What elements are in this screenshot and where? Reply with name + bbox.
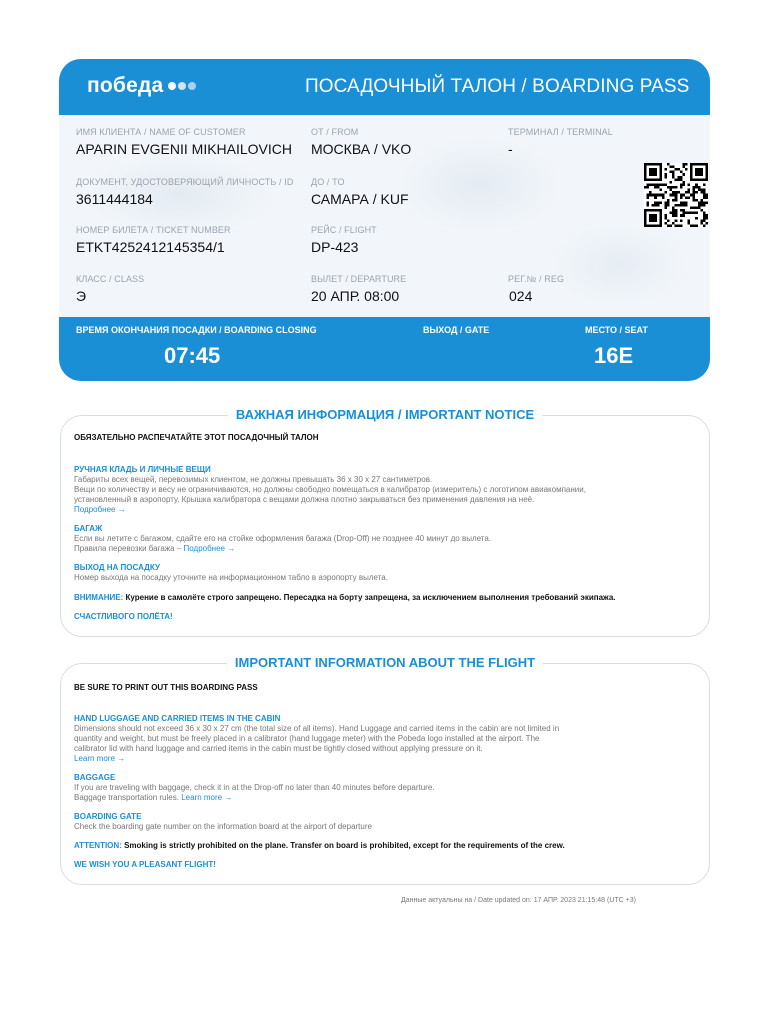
field-label: ДО / TO	[311, 177, 345, 187]
qr-module	[672, 207, 675, 210]
field-class	[76, 274, 144, 304]
qr-module	[698, 204, 701, 207]
qr-module	[698, 186, 701, 189]
qr-module	[675, 186, 678, 189]
baggage-title: BAGGAGE	[74, 773, 116, 782]
brand-logo	[87, 74, 196, 98]
qr-module	[667, 224, 670, 227]
qr-module	[672, 166, 675, 169]
qr-module	[675, 194, 678, 197]
qr-module	[695, 212, 698, 215]
attention-text: Курение в самолёте строго запрещено. Пересадка на борту запрещена, за исключением выполнения требований экипажа.	[123, 593, 616, 602]
qr-module	[664, 183, 667, 186]
field-label: КЛАСС / CLASS	[76, 274, 145, 284]
qr-module	[675, 204, 678, 207]
qr-module	[693, 196, 696, 199]
qr-module	[664, 214, 667, 217]
qr-module	[672, 209, 675, 212]
qr-module	[647, 204, 650, 207]
qr-module	[657, 201, 660, 204]
qr-module	[685, 212, 688, 215]
qr-module	[693, 212, 696, 215]
qr-module	[703, 212, 706, 215]
seat-value: 16E	[594, 343, 634, 368]
attention-key: ATTENTION:	[74, 841, 122, 850]
qr-module	[672, 176, 675, 179]
qr-module	[680, 194, 683, 197]
qr-module	[664, 222, 667, 225]
qr-module	[677, 204, 680, 207]
notice-ru	[60, 407, 710, 637]
notice-en	[60, 655, 710, 885]
qr-module	[705, 217, 708, 220]
notice-ru-title	[61, 406, 709, 424]
qr-module	[705, 222, 708, 225]
qr-module	[680, 171, 683, 174]
qr-code-icon	[644, 163, 708, 227]
qr-module	[693, 194, 696, 197]
qr-module	[685, 196, 688, 199]
field-label: ВЫЛЕТ / DEPARTURE	[311, 274, 407, 284]
qr-module	[657, 204, 660, 207]
qr-module	[693, 189, 696, 192]
pleasant-flight-wish: WE WISH YOU A PLEASANT FLIGHT!	[74, 860, 216, 869]
qr-module	[682, 214, 685, 217]
qr-module	[695, 224, 698, 227]
hand-luggage-line: Dimensions should not exceed 36 x 30 x 27 cm (the total size of all items). Hand Luggage and carried items in the cabin are not limited in	[74, 724, 560, 733]
qr-module	[703, 224, 706, 227]
brand-name: победа	[87, 74, 164, 97]
boarding-gate-title: BOARDING GATE	[74, 812, 142, 821]
qr-module	[680, 214, 683, 217]
pass-header	[59, 59, 710, 115]
qr-module	[695, 207, 698, 210]
attention-notice	[74, 593, 615, 602]
baggage-line	[74, 544, 694, 554]
field-from	[311, 127, 411, 157]
print-reminder: ОБЯЗАТЕЛЬНО РАСПЕЧАТАЙТЕ ЭТОТ ПОСАДОЧНЫЙ ТАЛОН	[74, 433, 319, 442]
qr-module	[680, 186, 683, 189]
qr-module	[693, 191, 696, 194]
qr-module	[664, 168, 667, 171]
qr-module	[680, 178, 683, 181]
qr-module	[680, 183, 683, 186]
qr-module	[675, 214, 678, 217]
field-ticket	[76, 225, 231, 255]
qr-module	[693, 224, 696, 227]
notice-en-title	[61, 654, 709, 672]
hand-luggage-line: quantity and weight, but must be freely placed in a calibrator (hand luggage meter) with the Pobeda logo installed at the airport. The	[74, 734, 540, 743]
qr-module	[672, 186, 675, 189]
qr-module	[659, 201, 662, 204]
qr-module	[654, 186, 657, 189]
qr-module	[664, 201, 667, 204]
field-label: НОМЕР БИЛЕТА / TICKET NUMBER	[76, 225, 231, 235]
qr-module	[670, 212, 673, 215]
qr-module	[705, 214, 708, 217]
qr-module	[675, 178, 678, 181]
qr-module	[682, 201, 685, 204]
qr-module	[667, 163, 670, 166]
qr-module	[677, 191, 680, 194]
qr-module	[703, 204, 706, 207]
baggage-more-link[interactable]: Learn more →	[181, 793, 233, 802]
qr-module	[680, 196, 683, 199]
notice-title-text: IMPORTANT INFORMATION ABOUT THE FLIGHT	[227, 655, 543, 670]
hand-luggage-more-link[interactable]: Подробнее →	[74, 505, 126, 514]
pass-body	[59, 115, 710, 317]
qr-module	[659, 183, 662, 186]
field-name	[76, 127, 292, 157]
qr-module	[688, 196, 691, 199]
qr-module	[649, 191, 652, 194]
qr-module	[667, 204, 670, 207]
qr-module	[670, 181, 673, 184]
qr-module	[680, 204, 683, 207]
qr-module	[667, 186, 670, 189]
qr-module	[682, 194, 685, 197]
qr-module	[688, 191, 691, 194]
qr-module	[688, 189, 691, 192]
field-reg	[508, 274, 564, 304]
qr-module	[664, 191, 667, 194]
brand-dot	[188, 82, 196, 90]
boarding-gate-text: Номер выхода на посадку уточните на информационном табло в аэропорту вылета.	[74, 573, 388, 582]
qr-module	[647, 183, 650, 186]
print-reminder: BE SURE TO PRINT OUT THIS BOARDING PASS	[74, 683, 258, 692]
qr-module	[672, 191, 675, 194]
qr-module	[682, 166, 685, 169]
field-value: 20 АПР. 08:00	[311, 288, 400, 304]
qr-module	[672, 194, 675, 197]
qr-module	[695, 191, 698, 194]
boarding-closing-label: ВРЕМЯ ОКОНЧАНИЯ ПОСАДКИ / BOARDING CLOSING	[76, 325, 317, 335]
brand-dot	[178, 82, 186, 90]
qr-module	[677, 178, 680, 181]
qr-module	[680, 219, 683, 222]
qr-module	[654, 201, 657, 204]
qr-module	[685, 204, 688, 207]
qr-module	[700, 219, 703, 222]
field-label: ДОКУМЕНТ, УДОСТОВЕРЯЮЩИЙ ЛИЧНОСТЬ / ID	[76, 177, 294, 187]
qr-module	[703, 183, 706, 186]
qr-module	[662, 183, 665, 186]
field-document	[76, 177, 293, 207]
qr-module	[667, 199, 670, 202]
qr-module	[675, 209, 678, 212]
field-value: -	[508, 141, 513, 157]
qr-module	[652, 194, 655, 197]
qr-module	[682, 173, 685, 176]
qr-module	[675, 168, 678, 171]
qr-module	[654, 183, 657, 186]
field-value: 024	[509, 288, 533, 304]
qr-module	[664, 176, 667, 179]
qr-module	[688, 222, 691, 225]
qr-module	[690, 194, 693, 197]
qr-module	[682, 212, 685, 215]
field-value: Э	[76, 288, 87, 304]
boarding-pass	[59, 59, 710, 381]
qr-module	[672, 222, 675, 225]
notice-title-text: ВАЖНАЯ ИНФОРМАЦИЯ / IMPORTANT NOTICE	[228, 407, 542, 422]
qr-module	[685, 163, 688, 166]
qr-module	[690, 212, 693, 215]
qr-module	[703, 214, 706, 217]
qr-module	[662, 194, 665, 197]
attention-notice	[74, 841, 565, 850]
qr-module	[682, 183, 685, 186]
qr-module	[703, 189, 706, 192]
qr-module	[695, 199, 698, 202]
qr-module	[675, 191, 678, 194]
qr-module	[652, 183, 655, 186]
qr-module	[667, 219, 670, 222]
qr-module	[664, 207, 667, 210]
qr-module	[654, 204, 657, 207]
qr-module	[672, 214, 675, 217]
attention-text: Smoking is strictly prohibited on the plane. Transfer on board is prohibited, except for the requirements of the crew.	[121, 841, 565, 850]
qr-module	[685, 201, 688, 204]
qr-module	[664, 217, 667, 220]
qr-module	[705, 196, 708, 199]
qr-module	[667, 201, 670, 204]
qr-module	[703, 201, 706, 204]
qr-module	[703, 194, 706, 197]
baggage-more-link[interactable]: Подробнее →	[183, 544, 236, 553]
qr-module	[682, 204, 685, 207]
date-updated: Данные актуальны на / Date updated on: 17 АПР. 2023 21:15:48 (UTC +3)	[401, 897, 636, 904]
qr-module	[700, 199, 703, 202]
qr-module	[680, 209, 683, 212]
qr-module	[657, 194, 660, 197]
field-label: ОТ / FROM	[311, 127, 359, 137]
gate-label: ВЫХОД / GATE	[423, 325, 490, 335]
qr-module	[688, 219, 691, 222]
qr-module	[670, 194, 673, 197]
qr-module	[672, 173, 675, 176]
hand-luggage-title: HAND LUGGAGE AND CARRIED ITEMS IN THE CABIN	[74, 714, 281, 723]
attention-key: ВНИМАНИЕ:	[74, 593, 124, 602]
qr-module	[690, 207, 693, 210]
baggage-rules-text: Baggage transportation rules.	[74, 793, 182, 802]
qr-module	[649, 168, 657, 176]
qr-module	[680, 201, 683, 204]
pass-footer	[59, 317, 710, 381]
qr-module	[703, 191, 706, 194]
qr-module	[647, 194, 650, 197]
qr-module	[682, 209, 685, 212]
qr-module	[675, 219, 678, 222]
hand-luggage-line: Габариты всех вещей, перевозимых клиентом, не должны превышать 36 х 30 х 27 сантиметров.	[74, 475, 433, 484]
qr-module	[672, 212, 675, 215]
qr-module	[695, 183, 698, 186]
hand-luggage-line: Вещи по количеству и весу не ограничиваются, но должны свободно помещаться в калибратор (измеритель) с логотипом авиакомпании,	[74, 485, 586, 494]
hand-luggage-more-link[interactable]: Learn more →	[74, 754, 126, 763]
qr-module	[682, 181, 685, 184]
qr-module	[705, 201, 708, 204]
qr-module	[670, 166, 673, 169]
qr-module	[657, 183, 660, 186]
baggage-title: БАГАЖ	[74, 524, 103, 533]
qr-module	[700, 191, 703, 194]
brand-dots-icon	[166, 82, 196, 90]
qr-module	[698, 201, 701, 204]
pass-title: ПОСАДОЧНЫЙ ТАЛОН / BOARDING PASS	[305, 76, 690, 97]
qr-module	[677, 176, 680, 179]
qr-module	[700, 201, 703, 204]
qr-module	[700, 222, 703, 225]
field-label: ИМЯ КЛИЕНТА / NAME OF CUSTOMER	[76, 127, 246, 137]
qr-module	[703, 196, 706, 199]
qr-module	[677, 168, 680, 171]
field-departure	[311, 274, 406, 304]
field-value: МОСКВА / VKO	[311, 141, 412, 157]
hand-luggage-title: РУЧНАЯ КЛАДЬ И ЛИЧНЫЕ ВЕЩИ	[74, 465, 211, 474]
boarding-closing-time: 07:45	[164, 343, 221, 368]
qr-module	[688, 183, 691, 186]
field-value: DP-423	[311, 239, 359, 255]
qr-module	[677, 224, 680, 227]
qr-module	[703, 217, 706, 220]
seat-label: МЕСТО / SEAT	[585, 325, 648, 335]
qr-code-graphic	[644, 163, 708, 227]
qr-module	[700, 209, 703, 212]
pleasant-flight-wish: СЧАСТЛИВОГО ПОЛЁТА!	[74, 612, 173, 621]
qr-module	[672, 171, 675, 174]
qr-module	[664, 204, 667, 207]
field-value: САМАРА / KUF	[311, 191, 409, 207]
qr-module	[695, 217, 698, 220]
qr-module	[644, 186, 647, 189]
qr-module	[672, 199, 675, 202]
qr-module	[690, 224, 693, 227]
qr-module	[695, 186, 698, 189]
qr-module	[664, 173, 667, 176]
qr-module	[703, 219, 706, 222]
qr-module	[705, 194, 708, 197]
field-label: РЕЙС / FLIGHT	[311, 225, 377, 235]
qr-module	[695, 168, 703, 176]
field-value: ETKT4252412145354/1	[76, 239, 225, 255]
qr-module	[659, 194, 662, 197]
qr-module	[647, 196, 650, 199]
qr-module	[670, 189, 673, 192]
qr-module	[693, 199, 696, 202]
qr-module	[670, 186, 673, 189]
qr-module	[680, 224, 683, 227]
qr-module	[659, 189, 662, 192]
qr-module	[654, 196, 657, 199]
field-label: ТЕРМИНАЛ / TERMINAL	[508, 127, 613, 137]
field-value: APARIN EVGENII MIKHAILOVICH	[76, 141, 293, 157]
qr-module	[700, 189, 703, 192]
qr-module	[647, 201, 650, 204]
boarding-gate-text: Check the boarding gate number on the information board at the airport of departure	[74, 822, 372, 831]
boarding-gate-title: ВЫХОД НА ПОСАДКУ	[74, 563, 160, 572]
qr-module	[652, 204, 655, 207]
qr-module	[649, 183, 652, 186]
qr-module	[675, 224, 678, 227]
qr-module	[675, 199, 678, 202]
qr-module	[698, 207, 701, 210]
field-to	[311, 177, 409, 207]
brand-dot	[168, 82, 176, 90]
qr-module	[662, 196, 665, 199]
qr-module	[680, 176, 683, 179]
hand-luggage-line: установленный в аэропорту. Крышка калибратора с вещами должна плотно закрываться без применения давления на неё.	[74, 495, 535, 504]
qr-module	[700, 204, 703, 207]
field-flight	[311, 225, 377, 255]
baggage-line: If you are traveling with baggage, check it in at the Drop-off no later than 40 minutes before departure.	[74, 783, 435, 792]
baggage-rules-text: Правила перевозки багажа –	[74, 544, 184, 553]
hand-luggage-line: calibrator lid with hand luggage and carried items in the cabin must be tightly closed without applying pressure on it.	[74, 744, 483, 753]
qr-module	[682, 163, 685, 166]
qr-module	[649, 194, 652, 197]
qr-module	[670, 224, 673, 227]
qr-module	[688, 212, 691, 215]
qr-module	[649, 214, 657, 222]
qr-module	[675, 196, 678, 199]
qr-module	[685, 191, 688, 194]
qr-module	[698, 189, 701, 192]
field-label: РЕГ.№ / REG	[508, 274, 565, 284]
baggage-line	[74, 793, 694, 803]
qr-module	[670, 171, 673, 174]
field-value: 3611444184	[76, 191, 153, 207]
qr-module	[654, 194, 657, 197]
qr-module	[657, 186, 660, 189]
qr-module	[693, 186, 696, 189]
qr-module	[647, 186, 650, 189]
qr-module	[675, 212, 678, 215]
baggage-line: Если вы летите с багажом, сдайте его на стойке оформления багажа (Drop-Off) не позднее 40 минут до вылета.	[74, 534, 492, 543]
qr-module	[685, 168, 688, 171]
qr-module	[693, 207, 696, 210]
field-terminal	[508, 127, 613, 157]
